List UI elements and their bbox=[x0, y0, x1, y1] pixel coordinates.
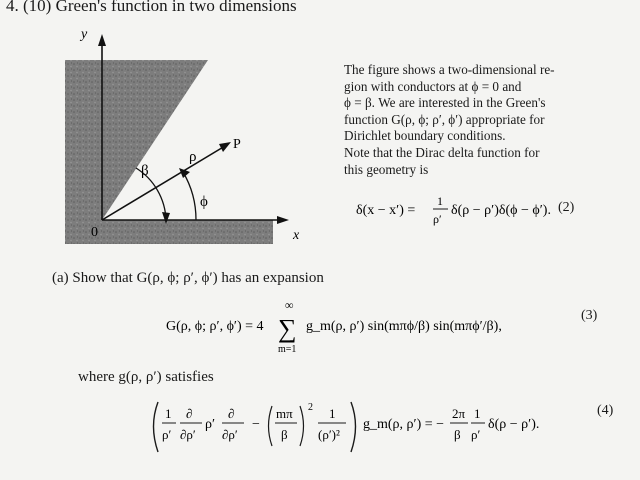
figure-description bbox=[344, 62, 576, 178]
eq4-t4-num: ∂ bbox=[228, 406, 235, 421]
upper-conductor bbox=[65, 60, 208, 220]
position-vector-arrow-icon bbox=[219, 142, 231, 152]
eq3-sum-symbol: ∑ bbox=[278, 314, 297, 343]
eq2-frac-den: ρ′ bbox=[433, 212, 442, 226]
equation-2 bbox=[356, 190, 556, 235]
eq4-t5-exp: 2 bbox=[308, 402, 313, 413]
eq4-t7-num: 2π bbox=[452, 406, 466, 421]
equation-4 bbox=[148, 396, 568, 463]
eq4-tail: δ(ρ − ρ′). bbox=[488, 417, 540, 432]
problem-header: 4. (10) Green's function in two dimensions bbox=[6, 0, 297, 15]
description-line: gion with conductors at ϕ = 0 and bbox=[344, 78, 522, 94]
eq4-minus: − bbox=[252, 417, 260, 432]
eq3-sum-lower: m=1 bbox=[278, 344, 297, 355]
description-line: Dirichlet boundary conditions. bbox=[344, 128, 506, 144]
y-axis-label: y bbox=[81, 27, 88, 42]
eq2-rhs: δ(ρ − ρ′)δ(ϕ − ϕ′). bbox=[451, 203, 551, 218]
eq3-lhs: G(ρ, ϕ; ρ′, ϕ′) = 4 bbox=[166, 319, 264, 334]
equation-2-svg bbox=[356, 190, 556, 230]
eq4-t4-den: ∂ρ′ bbox=[222, 427, 238, 442]
y-axis-arrow-icon bbox=[98, 34, 106, 46]
x-axis-label: x bbox=[293, 228, 300, 243]
eq4-t3: ρ′ bbox=[205, 417, 216, 432]
equation-4-svg bbox=[148, 396, 568, 458]
equation-4-number: (4) bbox=[597, 403, 614, 418]
eq4-t2-num: ∂ bbox=[186, 406, 193, 421]
eq4-t8-den: ρ′ bbox=[471, 427, 481, 442]
x-axis-arrow-icon bbox=[277, 216, 289, 224]
eq4-t7-den: β bbox=[454, 427, 461, 442]
eq4-t5-den: β bbox=[281, 427, 288, 442]
description-line: Note that the Dirac delta function for bbox=[344, 144, 540, 160]
eq3-rhs: g_m(ρ, ρ′) sin(mπϕ/β) sin(mπϕ′/β), bbox=[306, 319, 502, 334]
eq4-t2-den: ∂ρ′ bbox=[180, 427, 196, 442]
equation-2-number: (2) bbox=[558, 200, 575, 215]
origin-label: 0 bbox=[91, 225, 98, 240]
beta-label: β bbox=[141, 163, 149, 179]
where-clause: where g(ρ, ρ′) satisfies bbox=[78, 369, 214, 385]
description-line: function G(ρ, ϕ; ρ′, ϕ′) appropriate for bbox=[344, 111, 545, 127]
description-line: The figure shows a two-dimensional re- bbox=[344, 62, 555, 77]
eq4-t5-num: mπ bbox=[276, 406, 293, 421]
eq4-right-paren bbox=[351, 402, 356, 452]
eq4-t8-num: 1 bbox=[474, 406, 481, 421]
eq4-t1-num: 1 bbox=[165, 406, 172, 421]
eq4-inner-right-paren bbox=[300, 406, 304, 446]
equation-3-number: (3) bbox=[581, 308, 598, 323]
eq2-frac-num: 1 bbox=[437, 194, 443, 208]
eq3-sum-upper: ∞ bbox=[285, 298, 294, 312]
eq4-t6-den: (ρ′)² bbox=[318, 427, 340, 442]
wedge-figure bbox=[55, 20, 315, 260]
description-line: ϕ = β. We are interested in the Green's bbox=[344, 95, 546, 111]
eq4-t6-num: 1 bbox=[329, 406, 336, 421]
eq4-inner-left-paren bbox=[269, 406, 273, 446]
equation-3 bbox=[166, 298, 546, 363]
eq4-g-term: g_m(ρ, ρ′) = − bbox=[363, 417, 445, 432]
phi-label: ϕ bbox=[200, 194, 208, 210]
description-line: this geometry is bbox=[344, 161, 429, 177]
eq4-t1-den: ρ′ bbox=[162, 427, 172, 442]
point-p-label: P bbox=[233, 137, 241, 152]
phi-arc bbox=[183, 172, 196, 220]
rho-label: ρ bbox=[189, 149, 197, 165]
equation-3-svg bbox=[166, 298, 546, 358]
eq4-left-paren bbox=[154, 402, 159, 452]
eq2-lhs: δ(x − x′) = bbox=[356, 203, 416, 218]
part-a-prompt: (a) Show that G(ρ, ϕ; ρ′, ϕ′) has an expansion bbox=[52, 270, 324, 286]
